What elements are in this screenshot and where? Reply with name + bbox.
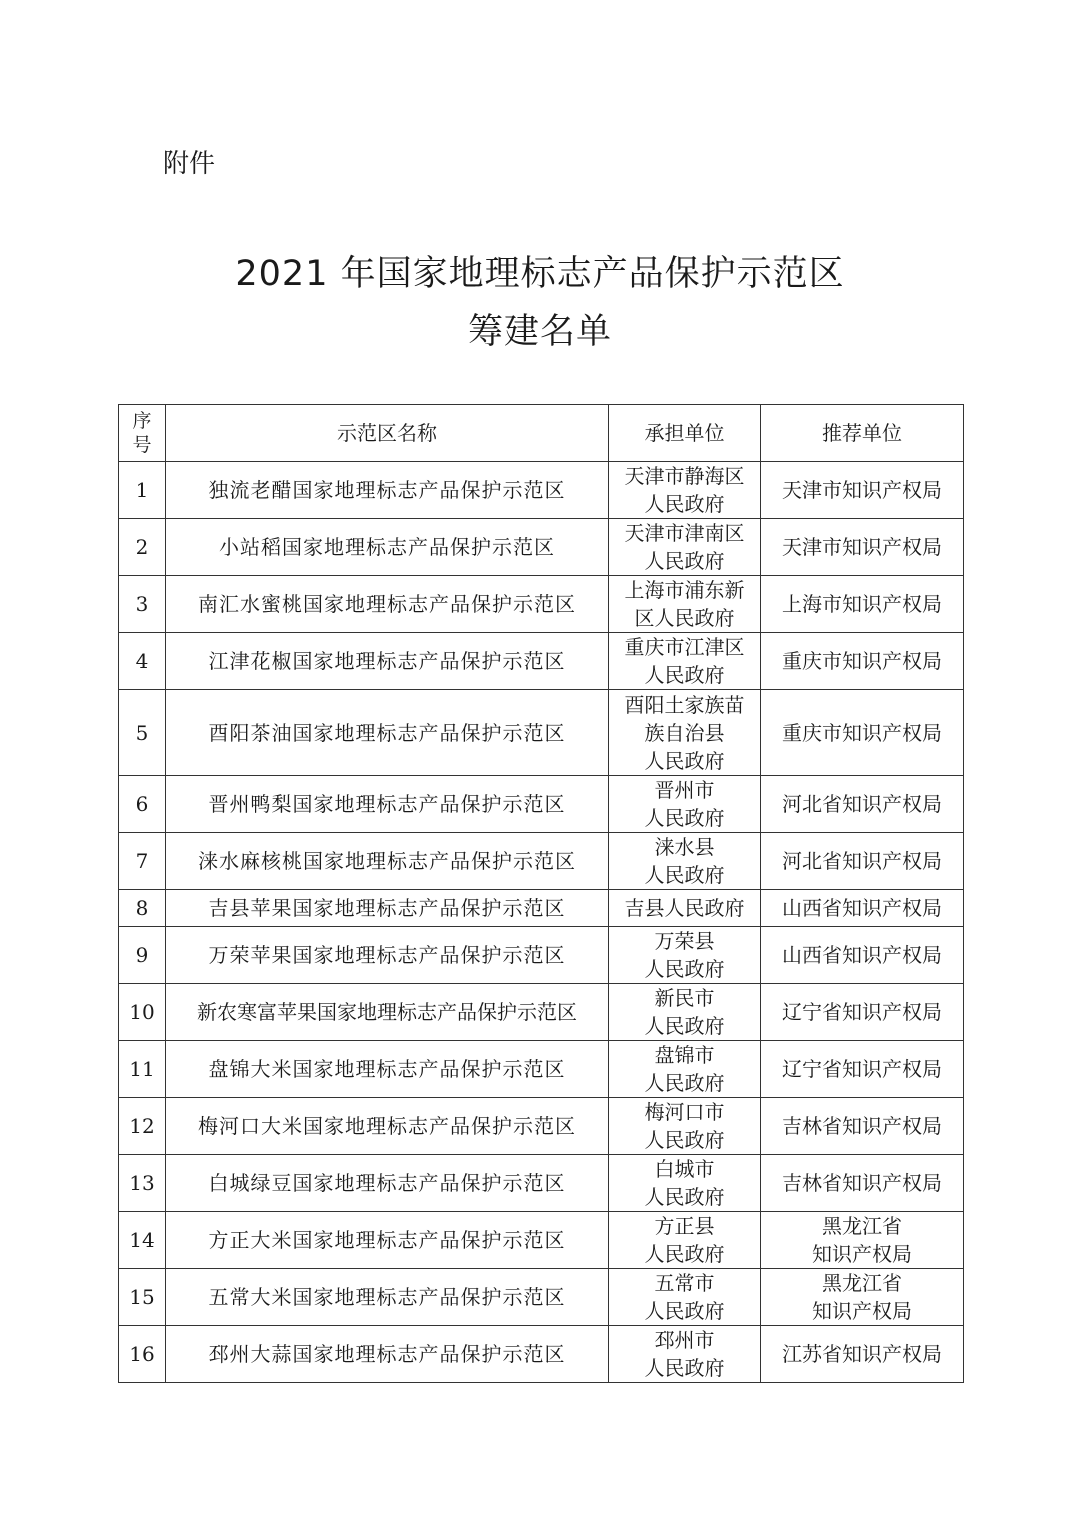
cell-name: 南汇水蜜桃国家地理标志产品保护示范区 [166,576,609,633]
cell-name: 邳州大蒜国家地理标志产品保护示范区 [166,1326,609,1383]
header-undertaker: 承担单位 [609,405,761,462]
cell-recommender: 上海市知识产权局 [761,576,964,633]
cell-recommender: 山西省知识产权局 [761,927,964,984]
cell-recommender: 吉林省知识产权局 [761,1155,964,1212]
cell-undertaker: 方正县 人民政府 [609,1212,761,1269]
cell-recommender: 河北省知识产权局 [761,833,964,890]
cell-seq: 15 [119,1269,166,1326]
cell-seq: 4 [119,633,166,690]
demo-zone-table [118,404,964,1383]
table-row [119,1212,964,1269]
cell-seq: 5 [119,690,166,776]
table-row [119,1326,964,1383]
cell-name: 酉阳茶油国家地理标志产品保护示范区 [166,690,609,776]
cell-seq: 12 [119,1098,166,1155]
table-row [119,576,964,633]
cell-name: 五常大米国家地理标志产品保护示范区 [166,1269,609,1326]
table-row [119,633,964,690]
cell-seq: 2 [119,519,166,576]
cell-recommender: 山西省知识产权局 [761,890,964,927]
cell-seq: 6 [119,776,166,833]
cell-recommender: 河北省知识产权局 [761,776,964,833]
table-row [119,1041,964,1098]
document-subtitle: 筹建名单 [467,312,612,352]
table-header-row [119,405,964,462]
table-row [119,776,964,833]
cell-recommender: 重庆市知识产权局 [761,690,964,776]
document-title: 2021 年国家地理标志产品保护示范区 [235,254,845,294]
cell-recommender: 重庆市知识产权局 [761,633,964,690]
cell-name: 盘锦大米国家地理标志产品保护示范区 [166,1041,609,1098]
cell-name: 新农寒富苹果国家地理标志产品保护示范区 [166,984,609,1041]
table-row [119,1155,964,1212]
header-seq: 序 号 [119,405,166,462]
cell-seq: 3 [119,576,166,633]
cell-undertaker: 梅河口市 人民政府 [609,1098,761,1155]
cell-name: 方正大米国家地理标志产品保护示范区 [166,1212,609,1269]
cell-undertaker: 天津市津南区 人民政府 [609,519,761,576]
table-row [119,1269,964,1326]
cell-recommender: 黑龙江省 知识产权局 [761,1212,964,1269]
cell-name: 万荣苹果国家地理标志产品保护示范区 [166,927,609,984]
cell-seq: 16 [119,1326,166,1383]
cell-undertaker: 万荣县 人民政府 [609,927,761,984]
cell-name: 小站稻国家地理标志产品保护示范区 [166,519,609,576]
cell-undertaker: 酉阳土家族苗 族自治县 人民政府 [609,690,761,776]
cell-seq: 10 [119,984,166,1041]
cell-undertaker: 邳州市 人民政府 [609,1326,761,1383]
cell-seq: 1 [119,462,166,519]
table-row [119,833,964,890]
cell-recommender: 吉林省知识产权局 [761,1098,964,1155]
cell-recommender: 天津市知识产权局 [761,519,964,576]
table-row [119,462,964,519]
cell-seq: 7 [119,833,166,890]
cell-name: 梅河口大米国家地理标志产品保护示范区 [166,1098,609,1155]
cell-undertaker: 白城市 人民政府 [609,1155,761,1212]
header-name: 示范区名称 [166,405,609,462]
table-row [119,890,964,927]
cell-seq: 14 [119,1212,166,1269]
cell-undertaker: 五常市 人民政府 [609,1269,761,1326]
table-row [119,927,964,984]
table-row [119,1098,964,1155]
cell-undertaker: 盘锦市 人民政府 [609,1041,761,1098]
cell-seq: 13 [119,1155,166,1212]
table-row [119,690,964,776]
cell-undertaker: 吉县人民政府 [609,890,761,927]
cell-recommender: 天津市知识产权局 [761,462,964,519]
table-row [119,519,964,576]
cell-name: 白城绿豆国家地理标志产品保护示范区 [166,1155,609,1212]
header-recommender: 推荐单位 [761,405,964,462]
cell-name: 晋州鸭梨国家地理标志产品保护示范区 [166,776,609,833]
cell-recommender: 黑龙江省 知识产权局 [761,1269,964,1326]
table-row [119,984,964,1041]
cell-seq: 9 [119,927,166,984]
cell-recommender: 辽宁省知识产权局 [761,984,964,1041]
cell-name: 独流老醋国家地理标志产品保护示范区 [166,462,609,519]
cell-recommender: 江苏省知识产权局 [761,1326,964,1383]
cell-undertaker: 上海市浦东新 区人民政府 [609,576,761,633]
cell-name: 江津花椒国家地理标志产品保护示范区 [166,633,609,690]
cell-undertaker: 重庆市江津区 人民政府 [609,633,761,690]
cell-seq: 11 [119,1041,166,1098]
cell-name: 涞水麻核桃国家地理标志产品保护示范区 [166,833,609,890]
cell-seq: 8 [119,890,166,927]
cell-undertaker: 涞水县 人民政府 [609,833,761,890]
cell-recommender: 辽宁省知识产权局 [761,1041,964,1098]
cell-name: 吉县苹果国家地理标志产品保护示范区 [166,890,609,927]
cell-undertaker: 晋州市 人民政府 [609,776,761,833]
attachment-label: 附件 [163,149,216,179]
cell-undertaker: 新民市 人民政府 [609,984,761,1041]
cell-undertaker: 天津市静海区 人民政府 [609,462,761,519]
